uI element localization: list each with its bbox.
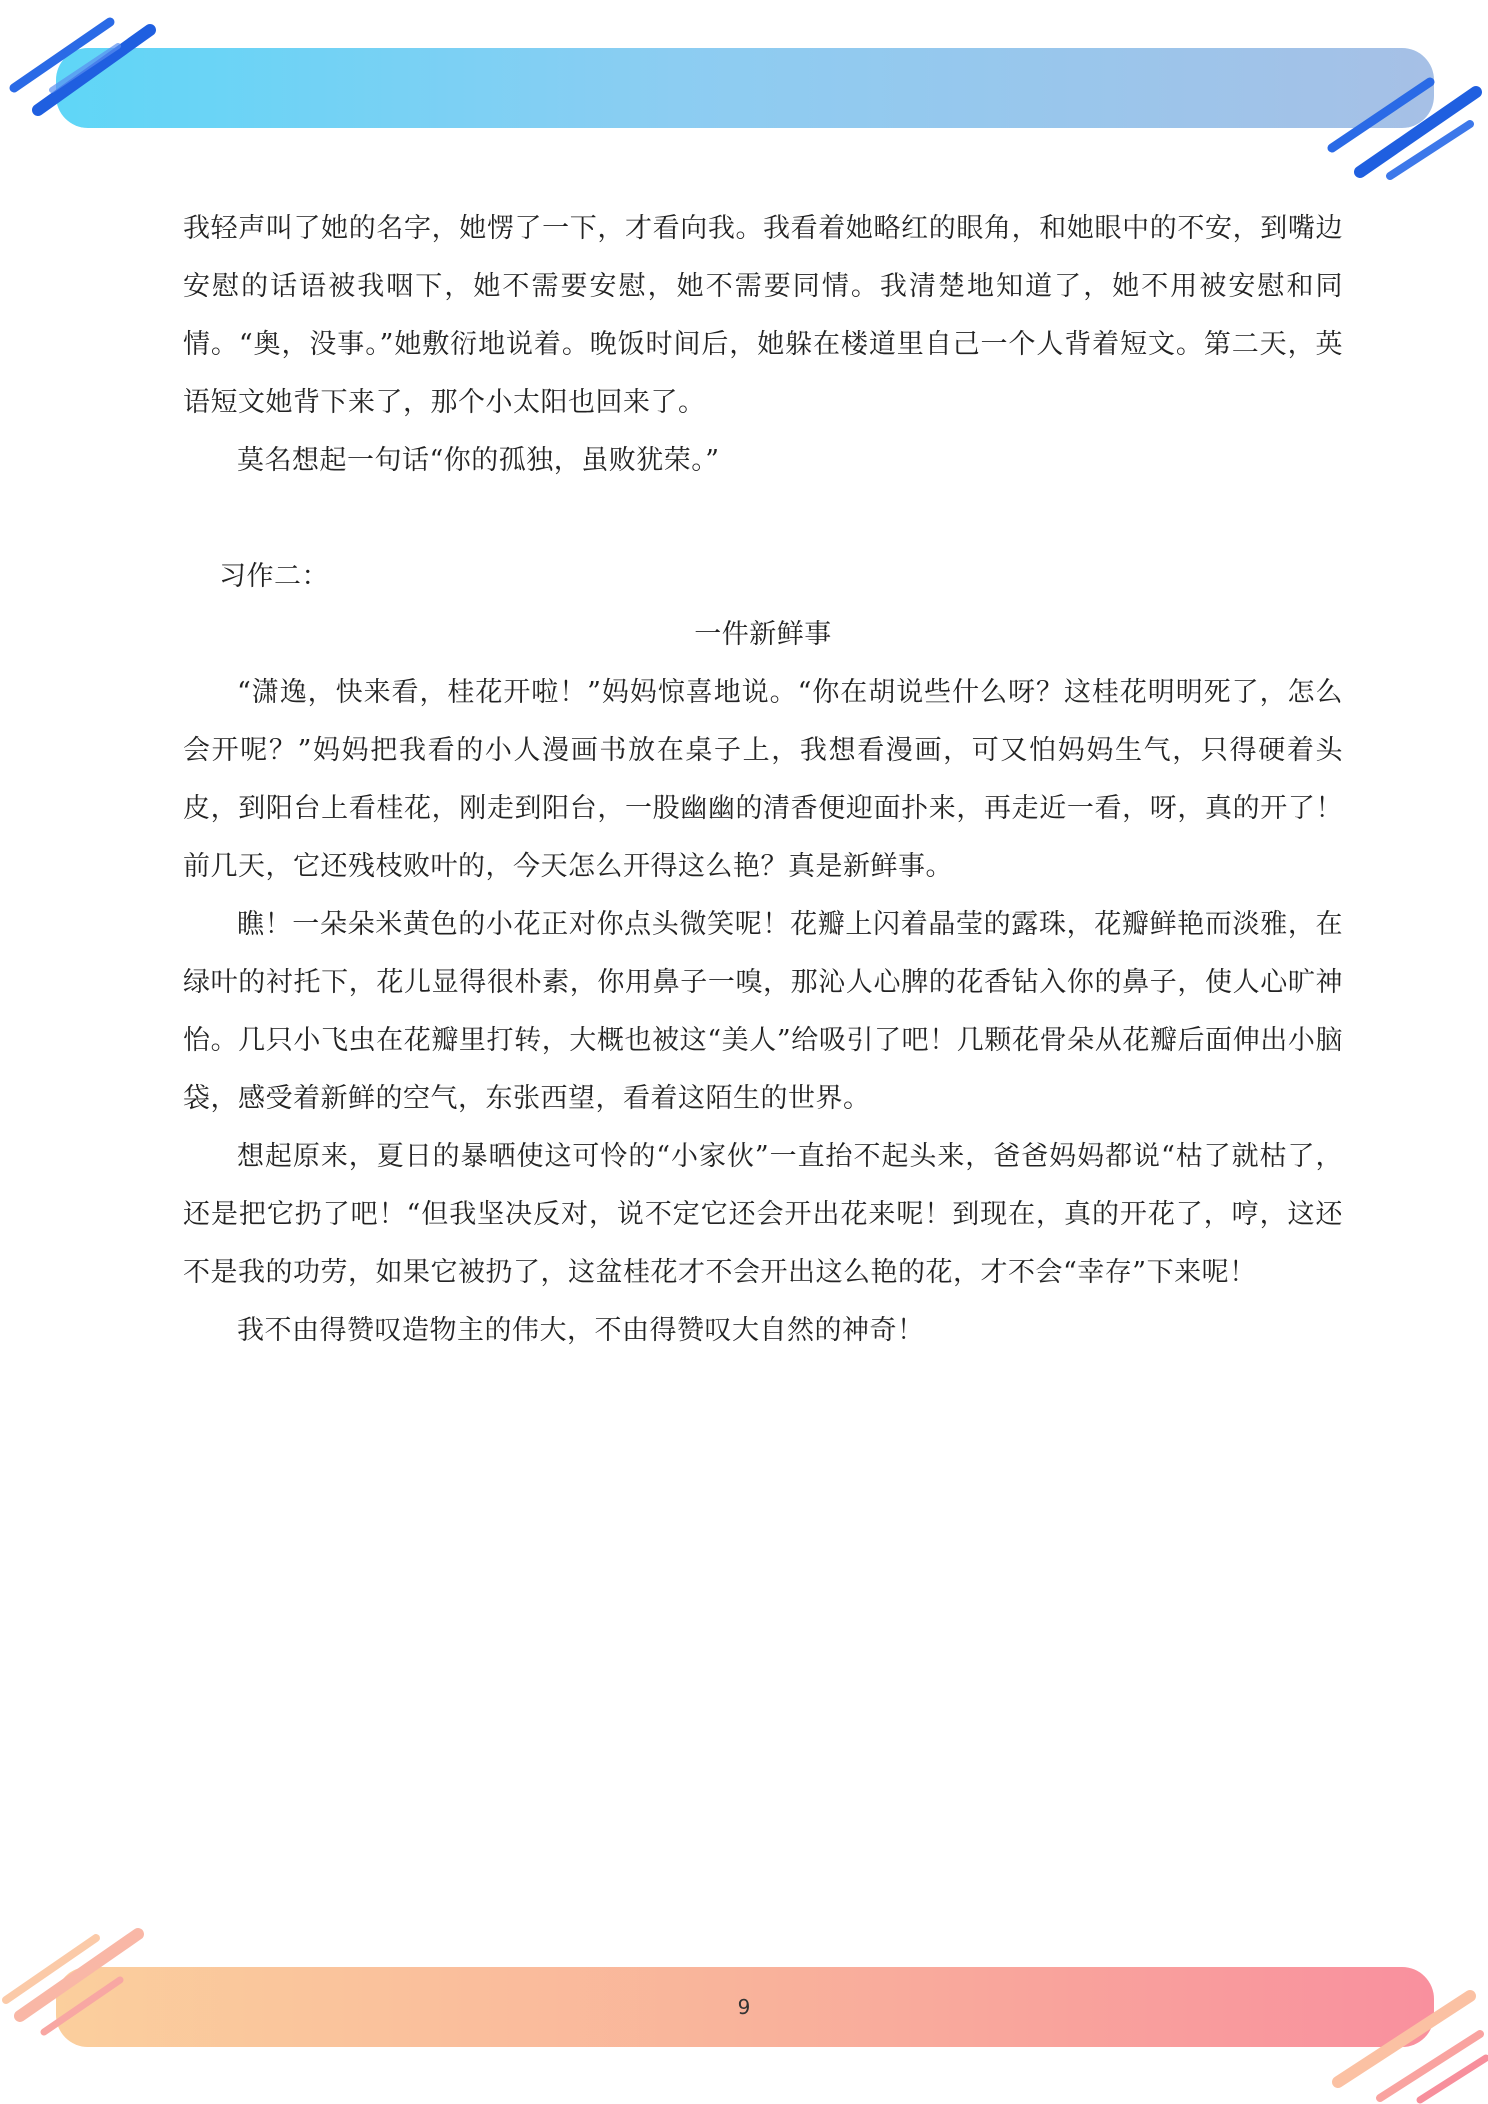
paragraph-3: “潇逸，快来看，桂花开啦！”妈妈惊喜地说。“你在胡说些什么呀？这桂花明明死了，怎么会开呢？”妈妈把我看的小人漫画书放在桌子上，我想看漫画，可又怕妈妈生气，只得硬着头皮，到阳台上看桂花，刚走到阳台，一股幽幽的清香便迎面扑来，再走近一看，呀，真的开了！前几天，它还残枝败叶的，今天怎么开得这么艳？真是新鲜事。 (183, 677, 1343, 882)
paragraph-5: 想起原来，夏日的暴晒使这可怜的“小家伙”一直抬不起头来，爸爸妈妈都说“枯了就枯了，还是把它扔了吧！“但我坚决反对，说不定它还会开出花来呢！到现在，真的开花了，哼，这还不是我的功劳，如果它被扔了，这盆桂花才不会开出这么艳的花，才不会“幸存”下来呢！ (183, 1141, 1343, 1288)
footer-left-stripes (0, 1920, 170, 2040)
document-body (183, 200, 1343, 1360)
header-band (56, 48, 1434, 128)
paragraph-6: 我不由得赞叹造物主的伟大，不由得赞叹大自然的神奇！ (237, 1315, 925, 1346)
paragraph-1: 我轻声叫了她的名字，她愣了一下，才看向我。我看着她略红的眼角，和她眼中的不安，到嘴边安慰的话语被我咽下，她不需要安慰，她不需要同情。我清楚地知道了，她不用被安慰和同情。“奥，没事。”她敷衍地说着。晚饭时间后，她躲在楼道里自己一个人背着短文。第二天，英语短文她背下来了，那个小太阳也回来了。 (183, 213, 1343, 418)
header-right-stripes (1320, 80, 1488, 190)
paragraph-2: 莫名想起一句话“你的孤独，虽败犹荣。” (237, 445, 720, 476)
essay-title: 一件新鲜事 (694, 619, 832, 650)
header-left-stripes (0, 0, 170, 140)
section-gap (183, 490, 1343, 548)
section-label: 习作二： (219, 561, 329, 592)
page-number: 9 (737, 1995, 751, 2019)
paragraph-4: 瞧！一朵朵米黄色的小花正对你点头微笑呢！花瓣上闪着晶莹的露珠，花瓣鲜艳而淡雅，在绿叶的衬托下，花儿显得很朴素，你用鼻子一嗅，那沁人心脾的花香钻入你的鼻子，使人心旷神怡。几只小飞虫在花瓣里打转，大概也被这“美人”给吸引了吧！几颗花骨朵从花瓣后面伸出小脑袋，感受着新鲜的空气，东张西望，看着这陌生的世界。 (183, 909, 1343, 1114)
